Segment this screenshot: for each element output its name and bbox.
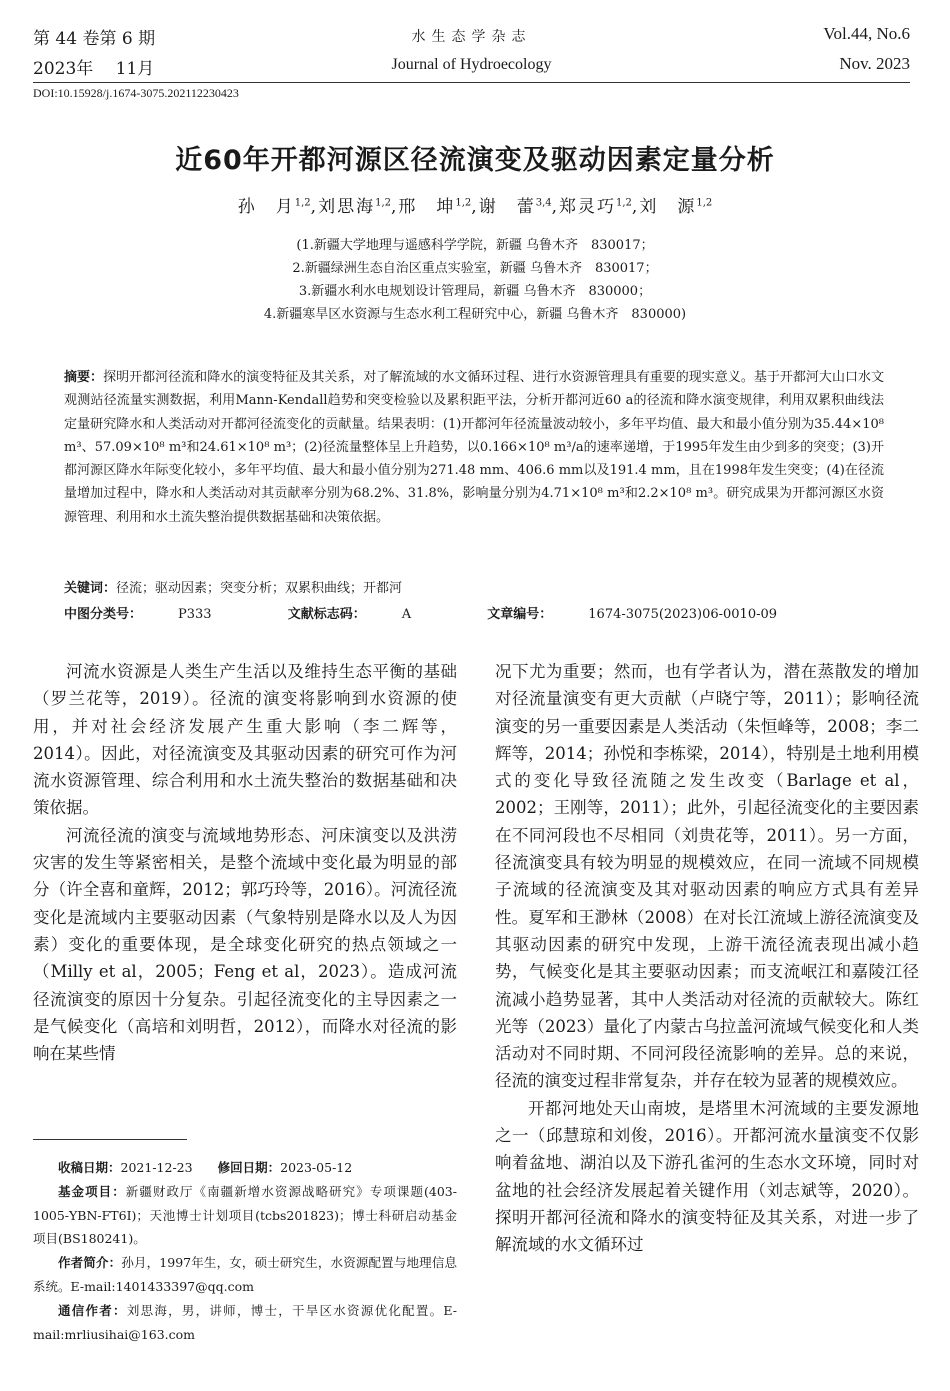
footnotes (33, 1156, 457, 1346)
affiliation: 4.新疆寒旱区水资源与生态水利工程研究中心，新疆 乌鲁木齐 830000) (263, 307, 687, 322)
footnote-fund: 基金项目：新疆财政厅《南疆新增水资源战略研究》专项课题(403-1005-YBN-FT6I)；天池博士计划项目(tcbs201823)；博士科研启动基金项目(BS180241)。 (33, 1183, 457, 1247)
date-en: Nov. 2023 (839, 54, 910, 73)
document-code: 文献标志码： A (287, 607, 412, 622)
affiliations (0, 234, 950, 326)
abstract-label: 摘要： (64, 370, 104, 385)
journal-name-en: Journal of Hydroecology (391, 56, 552, 73)
footnote-corresponding: 通信作者：刘思海，男，讲师，博士，干旱区水资源优化配置。E-mail:mrliusihai@163.com (33, 1302, 457, 1342)
author: 郑灵巧$^{1,2}$ (559, 197, 632, 217)
footnote-author: 作者简介：孙月，1997年生，女，硕士研究生，水资源配置与地理信息系统。E-mail:1401433397@qq.com (33, 1255, 457, 1294)
footnote-rule (33, 1139, 187, 1140)
keywords (64, 577, 884, 596)
body-column-left (33, 658, 457, 1067)
volume-issue-en: Vol.44, No.6 (823, 24, 910, 43)
affiliation: (1.新疆大学地理与遥感科学学院，新疆 乌鲁木齐 830017； (296, 238, 654, 253)
author: 孙 月$^{1,2}$ (237, 197, 311, 217)
keywords-label: 关键词： (64, 581, 117, 596)
keywords-text: 径流；驱动因素；突变分析；双累积曲线；开都河 (116, 581, 403, 596)
date-cn: 2023年 11月 (33, 59, 155, 79)
body-paragraph: 河流水资源是人类生产生活以及维持生态平衡的基础（罗兰花等，2019）。径流的演变将影响到水资源的使用，并对社会经济发展产生重大影响（李二辉等，2014）。因此，对径流演变及其驱动因素的研究可作为河流水资源管理、综合利用和水土流失整治的数据基础和决策依据。 (33, 662, 457, 818)
author-list: 孙 月$^{1,2}$,刘思海$^{1,2}$,邢 坤$^{1,2}$,谢 蕾$^{3,4}$,郑灵巧$^{1,2}$,刘 源$^{1,2}$ (237, 197, 713, 217)
classification-line (64, 603, 884, 622)
body-column-right (495, 658, 919, 1259)
journal-name-cn: 水生态学杂志 (411, 29, 532, 45)
volume-issue-cn: 第 44 卷第 6 期 (33, 29, 156, 49)
footnote-dates: 收稿日期：2021-12-23 修回日期：2023-05-12 (58, 1160, 353, 1175)
author: 邢 坤$^{1,2}$ (398, 197, 472, 217)
clc-number: 中图分类号： P333 (64, 607, 212, 622)
affiliation: 2.新疆绿洲生态自治区重点实验室，新疆 乌鲁木齐 830017； (292, 261, 658, 276)
article-number: 文章编号： 1674-3075(2023)06-0010-09 (487, 607, 778, 622)
abstract (64, 366, 884, 529)
header-rule (33, 82, 910, 83)
body-paragraph: 况下尤为重要；然而，也有学者认为，潜在蒸散发的增加对径流量演变有更大贡献（卢晓宁等，2011）；影响径流演变的另一重要因素是人类活动（朱恒峰等，2008；李二辉等，2014；孙悦和李栋梁，2014），特别是土地利用模式的变化导致径流随之发生改变（Barlage et al，2002；王刚等，2011）；此外，引起径流变化的主要因素在不同河段也不尽相同（刘贵花等，2011）。另一方面，径流演变具有较为明显的规模效应，在同一流域不同规模子流域的径流演变及其对驱动因素的响应方式具有差异性。夏军和王渺林（2008）在对长江流域上游径流演变及其驱动因素的研究中发现，上游干流径流表现出减小趋势，气候变化是其主要驱动因素；而支流岷江和嘉陵江径流减小趋势显著，其中人类活动对径流的贡献较大。陈红光等（2023）量化了内蒙古乌拉盖河流域气候变化和人类活动对不同时期、不同河段径流影响的差异。总的来说，径流的演变过程非常复杂，并存在较为显著的规模效应。 (495, 662, 919, 1091)
paper-title: 近60年开都河源区径流演变及驱动因素定量分析 (175, 145, 775, 176)
body-paragraph: 河流径流的演变与流域地势形态、河床演变以及洪涝灾害的发生等紧密相关，是整个流域中变化最为明显的部分（许全喜和童辉，2012；郭巧玲等，2016）。河流径流变化是流域内主要驱动因素（气象特别是降水以及人为因素）变化的重要体现，是全球变化研究的热点领域之一（Milly et al，2005；Feng et al，2023）。造成河流径流演变的原因十分复杂。引起径流变化的主导因素之一是气候变化（高培和刘明哲，2012），而降水对径流的影响在某些情 (33, 825, 457, 1064)
author: 刘 源$^{1,2}$ (639, 197, 713, 217)
doi: DOI:10.15928/j.1674-3075.202112230423 (33, 86, 239, 100)
abstract-text: 探明开都河径流和降水的演变特征及其关系，对了解流域的水文循环过程、进行水资源管理具有重要的现实意义。基于开都河大山口水文观测站径流量实测数据，利用Mann-Kendall趋势和突变检验以及累积距平法，分析开都河近60 a的径流和降水演变规律，利用双累积曲线法定量研究降水和人类活动对开都河径流变化的贡献量。结果表明：(1)开都河年径流量波动较小，多年平均值、最大和最小值分别为35.44×10⁸ m³、57.09×10⁸ m³和24.61×10⁸ m³；(2)径流量整体呈上升趋势，以0.166×10⁸ m³/a的速率递增，于1995年发生由少到多的突变；(3)开都河源区降水年际变化较小，多年平均值、最大和最小值分别为271.48 mm、406.6 mm以及191.4 mm，且在1998年发生突变；(4)在径流量增加过程中，降水和人类活动对其贡献率分别为68.2%、31.8%，影响量分别为4.71×10⁸ m³和2.2×10⁸ m³。研究成果为开都河源区水资源管理、利用和水土流失整治提供数据基础和决策依据。 (64, 370, 884, 525)
body-paragraph: 开都河地处天山南坡，是塔里木河流域的主要发源地之一（邱慧琼和刘俊，2016）。开都河流水量演变不仅影响着盆地、湖泊以及下游孔雀河的生态水文环境，同时对盆地的社会经济发展起着关键作用（刘志斌等，2020）。探明开都河径流和降水的演变特征及其关系，对进一步了解流域的水文循环过 (495, 1098, 919, 1255)
author: 谢 蕾$^{3,4}$ (478, 197, 552, 217)
affiliation: 3.新疆水利水电规划设计管理局，新疆 乌鲁木齐 830000； (298, 284, 652, 299)
author: 刘思海$^{1,2}$ (318, 197, 391, 217)
